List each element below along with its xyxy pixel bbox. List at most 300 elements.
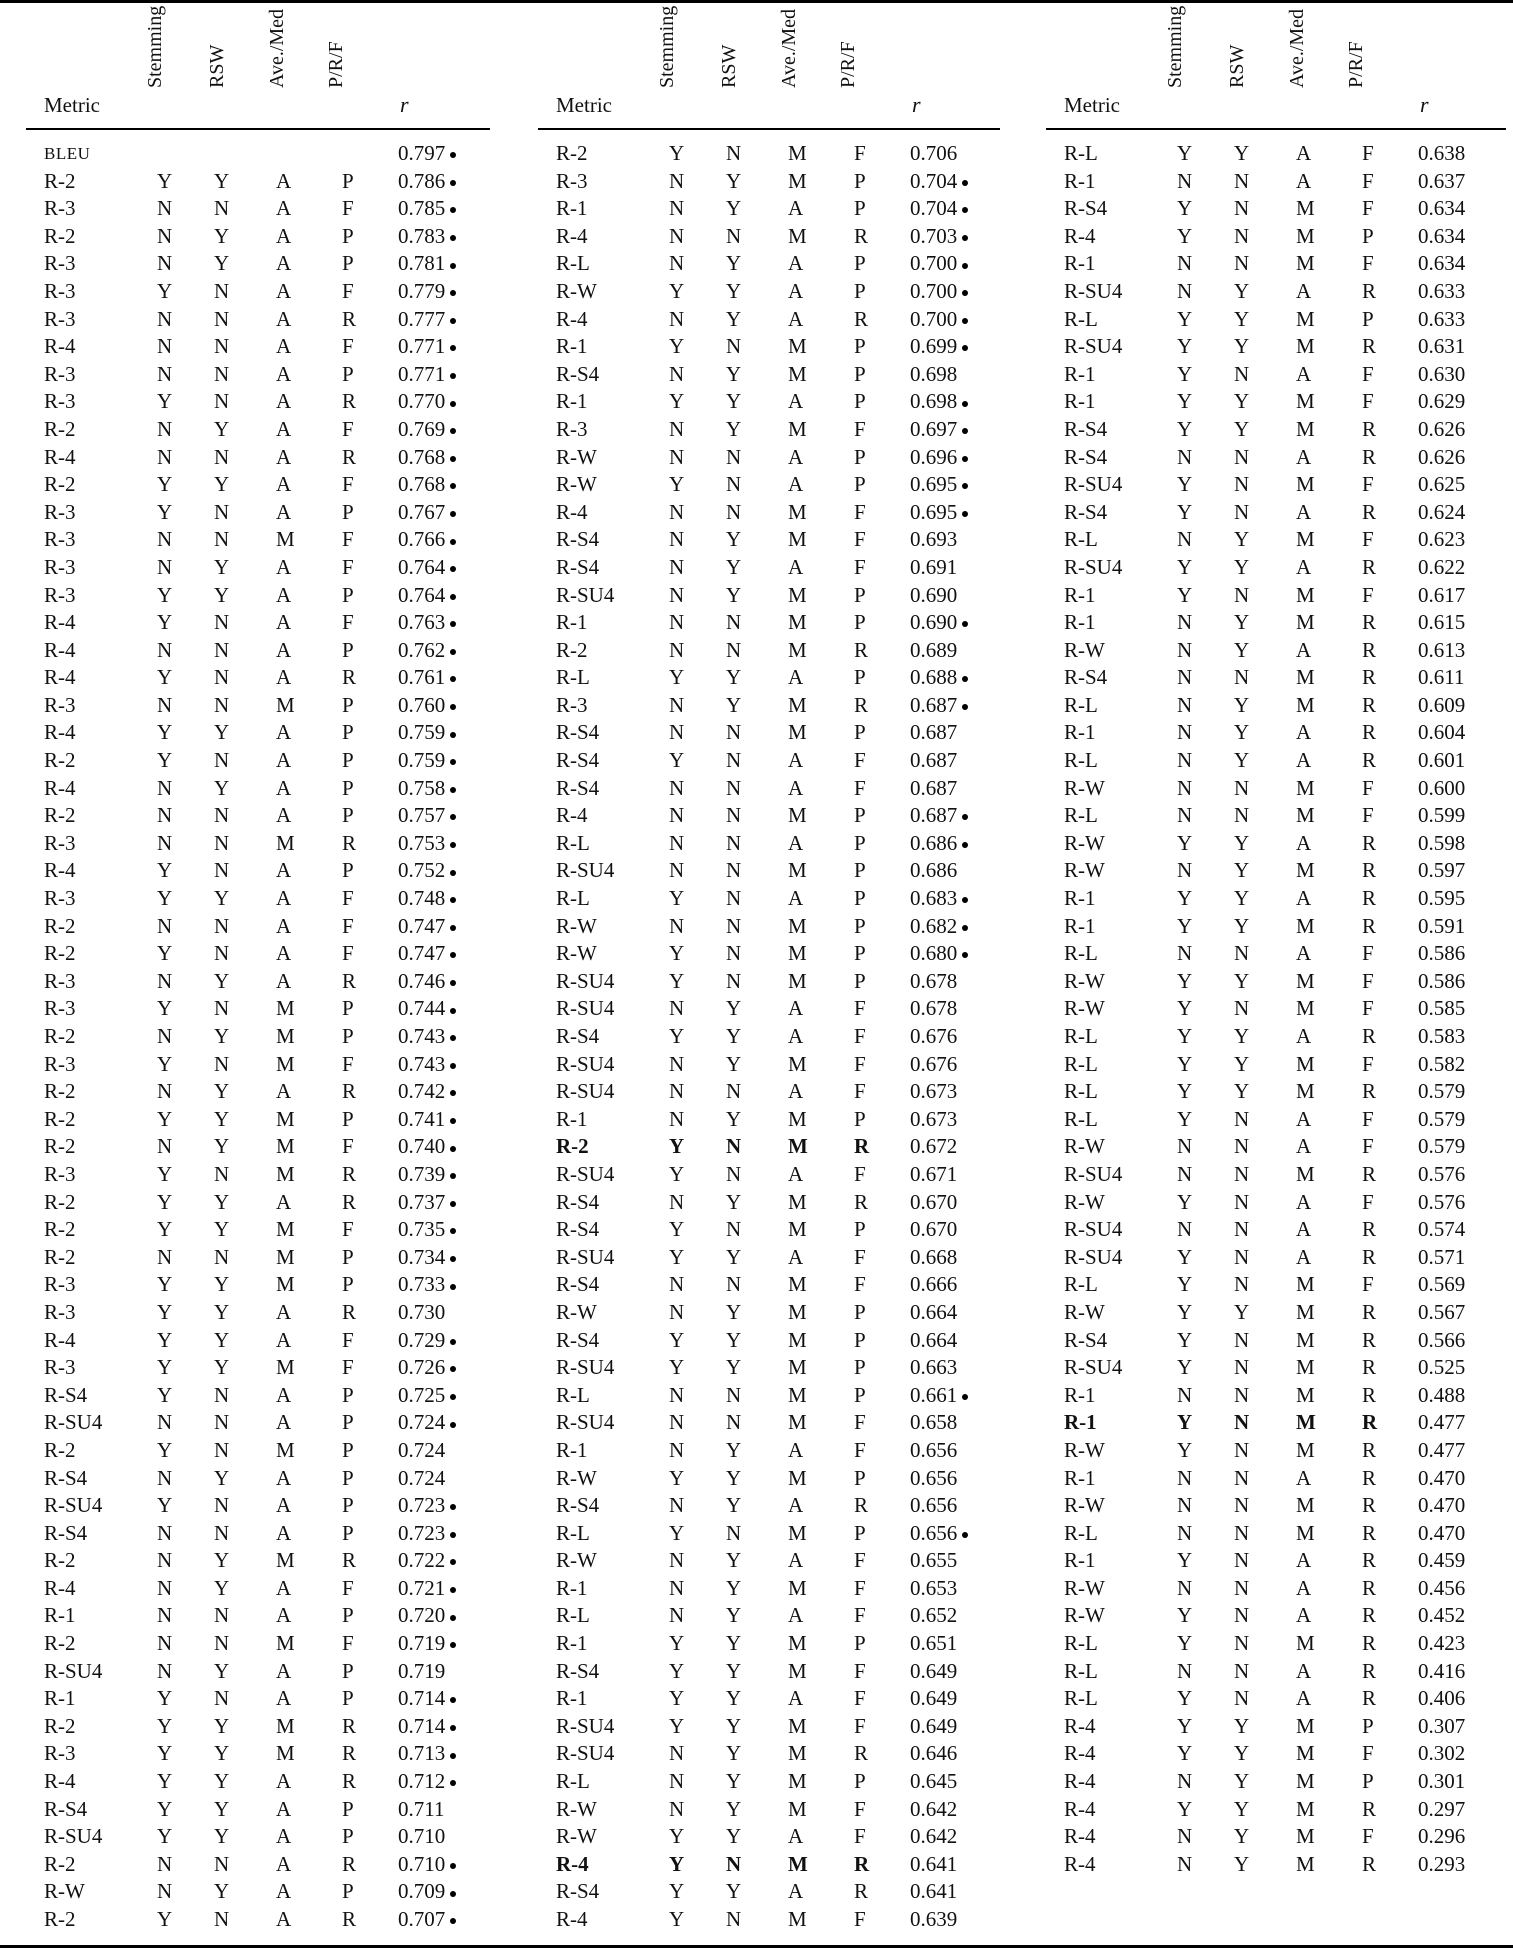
cell-prf-text: F [854, 1796, 866, 1821]
cell-avemed-text: M [1296, 527, 1315, 552]
table-row [26, 1023, 490, 1051]
cell-prf-text: R [342, 830, 357, 855]
cell-avemed-text: A [1296, 168, 1312, 193]
cell-stemming-text: N [157, 196, 173, 221]
cell-metric-text: R-W [1064, 996, 1105, 1021]
table-row [538, 1823, 1000, 1851]
cell-metric [44, 885, 76, 913]
table-row [26, 416, 490, 444]
table-row [1046, 1216, 1506, 1244]
cell-rsw-text: Y [1234, 389, 1250, 414]
cell-avemed [276, 664, 291, 692]
cell-r-text: 0.656 [910, 1465, 958, 1490]
cell-stemming-text: Y [157, 1051, 173, 1076]
cell-stemming [1177, 857, 1192, 885]
table-row [1046, 1051, 1506, 1079]
cell-rsw [1234, 1078, 1249, 1106]
cell-stemming-text: N [157, 251, 173, 276]
cell-r [1418, 609, 1465, 637]
cell-r-text: 0.646 [910, 1741, 958, 1766]
cell-rsw-text: Y [726, 1824, 742, 1849]
cell-avemed-text: M [1296, 1410, 1316, 1435]
cell-prf [854, 444, 866, 472]
cell-prf-text: R [1362, 1024, 1377, 1048]
cell-prf [342, 1851, 356, 1879]
cell-prf-text: F [1362, 1051, 1374, 1076]
table-row [26, 1685, 490, 1713]
cell-r [1418, 1051, 1465, 1079]
cell-r [910, 692, 968, 720]
cell-stemming [1177, 1851, 1192, 1879]
cell-metric [44, 1354, 76, 1382]
cell-metric-text: R-SU4 [556, 968, 615, 993]
cell-stemming [157, 1768, 172, 1796]
cell-prf-text: R [1362, 1548, 1377, 1573]
cell-rsw [726, 223, 741, 251]
table-row [1046, 416, 1506, 444]
cell-metric [44, 719, 76, 747]
cell-rsw-text: N [1234, 223, 1250, 248]
cell-stemming-text: N [157, 1024, 173, 1048]
cell-prf [342, 168, 354, 196]
table-row [538, 1244, 1000, 1272]
cell-prf-text: R [1362, 1796, 1377, 1821]
cell-r-text: 0.783 [398, 223, 446, 248]
cell-prf [854, 1630, 866, 1658]
cell-r [1418, 554, 1465, 582]
cell-r [1418, 333, 1465, 361]
cell-rsw-text: N [214, 196, 230, 221]
table-row [538, 361, 1000, 389]
table-row [1046, 1465, 1506, 1493]
cell-prf [854, 1078, 866, 1106]
table-row [1046, 1133, 1506, 1161]
cell-metric [556, 609, 588, 637]
significance-dot-icon [450, 787, 456, 793]
cell-prf [342, 1271, 354, 1299]
cell-prf-text: R [1362, 913, 1377, 938]
table-row [538, 278, 1000, 306]
cell-metric-text: R-1 [556, 610, 588, 635]
cell-metric-text: R-4 [44, 1575, 76, 1600]
cell-prf [1362, 1685, 1376, 1713]
significance-dot-icon [450, 814, 456, 820]
cell-r-text: 0.600 [1418, 775, 1466, 800]
cell-rsw-text: Y [1234, 720, 1250, 745]
cell-rsw-text: N [1234, 1217, 1250, 1242]
cell-avemed-text: M [1296, 472, 1315, 497]
cell-stemming-text: N [669, 361, 685, 386]
cell-avemed [1296, 995, 1315, 1023]
cell-stemming-text: N [669, 1796, 685, 1821]
cell-metric [1064, 1382, 1096, 1410]
cell-rsw-text: Y [214, 1327, 230, 1352]
cell-metric-text: R-1 [1064, 582, 1096, 607]
cell-avemed [788, 306, 803, 334]
cell-metric [1064, 1051, 1098, 1079]
table-row [1046, 1327, 1506, 1355]
cell-metric-text: R-W [1064, 968, 1105, 993]
cell-stemming-text: N [157, 223, 173, 248]
cell-rsw-text: Y [1234, 1769, 1250, 1794]
cell-r [910, 471, 968, 499]
cell-rsw-text: N [726, 748, 742, 773]
cell-rsw [214, 1244, 229, 1272]
cell-rsw-text: N [726, 1161, 742, 1186]
cell-metric-text: R-3 [44, 968, 76, 993]
cell-rsw-text: N [214, 996, 230, 1021]
cell-stemming [669, 388, 684, 416]
cell-stemming-text: N [669, 1410, 685, 1435]
significance-dot-icon [450, 566, 456, 572]
cell-avemed-text: M [276, 830, 295, 855]
cell-prf [342, 1189, 356, 1217]
cell-avemed [788, 1078, 803, 1106]
cell-r-text: 0.673 [910, 1079, 958, 1104]
cell-rsw [1234, 416, 1249, 444]
cell-r-text: 0.586 [1418, 941, 1466, 966]
significance-dot-icon [450, 1725, 456, 1731]
cell-prf [1362, 775, 1374, 803]
table-row [1046, 1354, 1506, 1382]
cell-stemming-text: N [157, 803, 173, 828]
cell-prf-text: P [342, 1603, 354, 1628]
cell-prf [854, 1520, 866, 1548]
cell-metric-text: R-2 [44, 1548, 76, 1573]
cell-prf [854, 1437, 866, 1465]
table-row [26, 830, 490, 858]
cell-rsw-text: Y [726, 1437, 742, 1462]
cell-rsw-text: N [726, 223, 742, 248]
cell-prf [854, 1299, 866, 1327]
cell-stemming-text: N [157, 637, 173, 662]
cell-r [398, 1465, 445, 1493]
cell-r [910, 1161, 957, 1189]
cell-metric [44, 1133, 76, 1161]
table-row [26, 940, 490, 968]
cell-prf-text: F [342, 913, 354, 938]
table-row [1046, 526, 1506, 554]
cell-metric-text: R-3 [44, 1741, 76, 1766]
cell-metric-text: R-S4 [556, 1217, 600, 1242]
cell-prf-text: R [854, 1879, 869, 1904]
cell-prf-text: F [1362, 389, 1374, 414]
cell-metric-text: R-S4 [556, 1189, 600, 1214]
cell-stemming [157, 1023, 172, 1051]
cell-avemed [1296, 1133, 1311, 1161]
cell-prf [342, 582, 354, 610]
cell-rsw [214, 1851, 229, 1879]
cell-metric [44, 1878, 85, 1906]
table-row [538, 195, 1000, 223]
cell-stemming-text: Y [157, 1493, 173, 1518]
cell-prf [854, 968, 866, 996]
cell-avemed [1296, 609, 1315, 637]
cell-stemming-text: N [669, 1575, 685, 1600]
table-row [1046, 333, 1506, 361]
significance-dot-icon [450, 676, 456, 682]
cell-r-text: 0.722 [398, 1548, 446, 1573]
cell-prf [854, 223, 868, 251]
cell-avemed [1296, 361, 1311, 389]
cell-avemed [276, 1492, 291, 1520]
cell-prf [342, 1630, 354, 1658]
cell-metric [44, 140, 90, 168]
significance-dot-icon [450, 1753, 456, 1759]
cell-stemming-text: N [669, 527, 685, 552]
cell-avemed [276, 361, 291, 389]
cell-rsw [214, 444, 229, 472]
cell-r-text: 0.416 [1418, 1658, 1466, 1683]
table-row [1046, 664, 1506, 692]
table-row [538, 1106, 1000, 1134]
cell-metric [556, 1878, 599, 1906]
cell-metric-text: R-2 [44, 1189, 76, 1214]
cell-stemming-text: Y [1177, 1631, 1193, 1656]
cell-rsw-text: Y [214, 1299, 230, 1324]
cell-r [1418, 1244, 1465, 1272]
cell-prf-text: R [1362, 1686, 1377, 1711]
cell-rsw-text: N [726, 1079, 742, 1104]
cell-rsw-text: N [214, 499, 230, 524]
cell-avemed [1296, 719, 1311, 747]
cell-metric [1064, 1547, 1096, 1575]
cell-metric-text: R-W [1064, 1134, 1105, 1159]
cell-r-text: 0.687 [910, 803, 958, 828]
cell-r [398, 719, 456, 747]
cell-rsw [1234, 1133, 1249, 1161]
table-row [538, 554, 1000, 582]
cell-stemming-text: N [1177, 1658, 1193, 1683]
cell-stemming-text: N [1177, 444, 1193, 469]
cell-rsw [726, 278, 741, 306]
cell-prf-text: F [342, 1134, 354, 1159]
significance-dot-icon [450, 759, 456, 765]
cell-rsw [726, 1713, 741, 1741]
cell-rsw-text: Y [726, 1796, 742, 1821]
cell-rsw [726, 747, 741, 775]
cell-prf-text: R [342, 389, 357, 414]
cell-prf-text: P [854, 361, 866, 386]
cell-stemming-text: N [669, 1106, 685, 1131]
cell-avemed [1296, 692, 1315, 720]
cell-prf-text: F [1362, 968, 1374, 993]
cell-stemming-text: Y [669, 1851, 685, 1876]
cell-metric [1064, 1685, 1098, 1713]
cell-rsw [726, 526, 741, 554]
cell-avemed-text: A [1296, 499, 1312, 524]
cell-avemed-text: M [276, 1106, 295, 1131]
cell-metric [44, 1465, 87, 1493]
cell-metric [1064, 278, 1122, 306]
significance-dot-icon [450, 263, 456, 269]
cell-r [398, 747, 456, 775]
cell-rsw [214, 1161, 229, 1189]
cell-metric-text: R-1 [1064, 361, 1096, 386]
cell-avemed-text: M [788, 1355, 807, 1380]
cell-prf-text: F [1362, 251, 1374, 276]
cell-rsw-text: N [1234, 444, 1250, 469]
table-row [26, 1547, 490, 1575]
cell-r-text: 0.697 [910, 416, 958, 441]
cell-prf [342, 885, 354, 913]
cell-metric [1064, 306, 1098, 334]
table-row [1046, 1023, 1506, 1051]
cell-rsw [1234, 719, 1249, 747]
cell-prf [342, 1299, 356, 1327]
cell-r [1418, 582, 1465, 610]
cell-prf [1362, 664, 1376, 692]
cell-metric-text: R-W [1064, 858, 1105, 883]
cell-avemed-text: M [276, 996, 295, 1021]
cell-metric [1064, 1244, 1122, 1272]
table-row [1046, 609, 1506, 637]
table-row [1046, 1271, 1506, 1299]
cell-rsw [1234, 1382, 1249, 1410]
table-row [26, 526, 490, 554]
cell-avemed-text: A [276, 306, 292, 331]
cell-metric-text: R-L [1064, 306, 1098, 331]
cell-avemed [276, 250, 291, 278]
cell-rsw-text: N [214, 334, 230, 359]
cell-stemming [1177, 444, 1192, 472]
cell-metric [1064, 1216, 1122, 1244]
cell-r [398, 1823, 445, 1851]
cell-stemming [669, 1658, 684, 1686]
cell-prf [1362, 1244, 1376, 1272]
cell-avemed-text: A [788, 886, 804, 911]
cell-r-text: 0.641 [910, 1879, 958, 1904]
cell-rsw-text: N [214, 610, 230, 635]
cell-r-text: 0.730 [398, 1299, 446, 1324]
cell-r [398, 444, 456, 472]
cell-r-text: 0.598 [1418, 830, 1466, 855]
cell-avemed [276, 471, 291, 499]
cell-r [910, 1878, 957, 1906]
cell-metric-text: R-2 [44, 223, 76, 248]
cell-metric [44, 1189, 76, 1217]
table-row [538, 1713, 1000, 1741]
cell-stemming-text: N [669, 913, 685, 938]
significance-dot-icon [962, 814, 968, 820]
cell-avemed [1296, 1575, 1311, 1603]
cell-rsw [726, 1409, 741, 1437]
cell-stemming [1177, 1685, 1192, 1713]
cell-prf [342, 1796, 354, 1824]
cell-stemming [157, 1327, 172, 1355]
cell-avemed-text: A [788, 1024, 804, 1048]
cell-r [398, 388, 456, 416]
cell-r-text: 0.566 [1418, 1327, 1466, 1352]
cell-r [398, 582, 456, 610]
cell-r [910, 719, 957, 747]
cell-r [910, 1547, 957, 1575]
cell-rsw-text: Y [214, 1106, 230, 1131]
cell-r [910, 1851, 957, 1879]
cell-stemming-text: Y [1177, 472, 1193, 497]
cell-rsw [214, 1023, 229, 1051]
cell-stemming-text: N [669, 996, 685, 1021]
cell-prf [1362, 140, 1374, 168]
cell-prf [342, 1658, 354, 1686]
significance-dot-icon [450, 1284, 456, 1290]
cell-avemed-text: A [1296, 1603, 1312, 1628]
cell-stemming-text: Y [157, 610, 173, 635]
table-row [1046, 1768, 1506, 1796]
cell-prf-text: P [342, 1272, 354, 1297]
cell-r [398, 857, 456, 885]
cell-r [1418, 1161, 1465, 1189]
cell-stemming-text: Y [1177, 1796, 1193, 1821]
cell-rsw-text: Y [726, 1493, 742, 1518]
cell-prf-text: P [342, 692, 354, 717]
cell-prf-text: R [342, 1189, 357, 1214]
table-row [26, 913, 490, 941]
significance-dot-icon [962, 483, 968, 489]
cell-rsw-text: Y [1234, 1796, 1250, 1821]
table-row [1046, 1520, 1506, 1548]
cell-rsw [214, 1492, 229, 1520]
cell-prf [854, 250, 866, 278]
cell-stemming-text: Y [1177, 582, 1193, 607]
cell-rsw-text: N [726, 334, 742, 359]
cell-r-text: 0.735 [398, 1217, 446, 1242]
cell-rsw [726, 582, 741, 610]
cell-metric-text: R-1 [1064, 720, 1096, 745]
cell-metric [1064, 802, 1098, 830]
cell-prf-text: R [1362, 1382, 1377, 1407]
table-row [26, 1465, 490, 1493]
cell-rsw [214, 775, 229, 803]
cell-avemed-text: A [276, 720, 292, 745]
cell-r-text: 0.579 [1418, 1134, 1466, 1159]
cell-avemed-text: A [276, 334, 292, 359]
cell-prf-text: F [342, 1051, 354, 1076]
cell-metric [1064, 1602, 1105, 1630]
cell-rsw [1234, 1327, 1249, 1355]
cell-avemed-text: M [276, 1272, 295, 1297]
cell-metric-text: R-S4 [1064, 499, 1108, 524]
header-r: r [912, 92, 921, 117]
cell-stemming-text: N [669, 1272, 685, 1297]
cell-rsw-text: N [214, 803, 230, 828]
cell-metric [556, 1823, 597, 1851]
cell-metric-text: R-3 [44, 830, 76, 855]
cell-metric [1064, 1437, 1105, 1465]
cell-metric-text: R-SU4 [1064, 1217, 1123, 1242]
cell-avemed-text: M [276, 1134, 295, 1159]
cell-rsw [726, 1382, 741, 1410]
cell-avemed-text: A [1296, 1465, 1312, 1490]
cell-rsw [214, 1685, 229, 1713]
cell-avemed-text: M [788, 1575, 807, 1600]
cell-metric [44, 857, 76, 885]
cell-r [1418, 140, 1465, 168]
cell-r [910, 1078, 957, 1106]
cell-metric [1064, 1078, 1098, 1106]
cell-rsw [214, 885, 229, 913]
cell-prf [1362, 471, 1374, 499]
cell-stemming-text: N [1177, 692, 1193, 717]
table-row [538, 885, 1000, 913]
cell-stemming-text: Y [1177, 1272, 1193, 1297]
cell-rsw-text: N [214, 913, 230, 938]
cell-avemed [1296, 1023, 1311, 1051]
cell-prf [854, 637, 868, 665]
cell-r-text: 0.687 [910, 748, 958, 773]
cell-avemed [1296, 775, 1315, 803]
cell-metric-text: R-S4 [1064, 196, 1108, 221]
